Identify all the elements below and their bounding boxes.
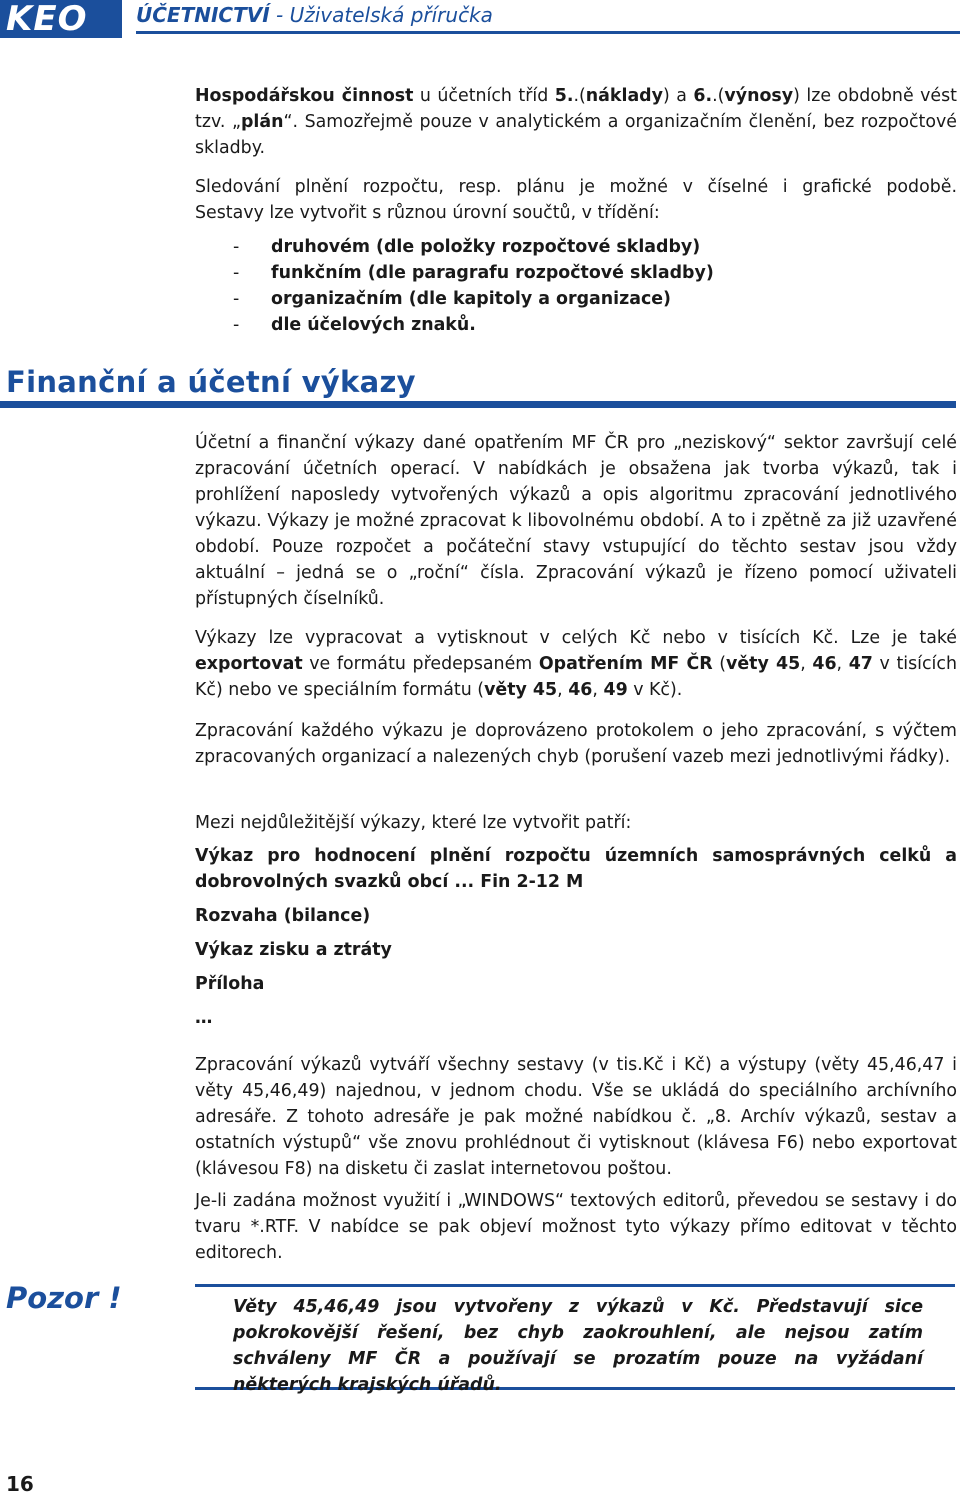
report-item: Výkaz zisku a ztráty xyxy=(195,940,392,960)
logo-text: KEO xyxy=(6,0,88,39)
text-run: výnosy xyxy=(724,86,794,106)
text-run: , xyxy=(592,680,604,700)
list-item xyxy=(195,260,895,286)
text-run: Výkazy lze vypracovat a vytisknout v celých Kč nebo v tisících Kč. Lze je také xyxy=(195,628,957,648)
text-run: , xyxy=(836,654,849,674)
section-title: Finanční a účetní výkazy xyxy=(6,365,416,399)
list-dash: - xyxy=(233,263,240,283)
text-run: 6. xyxy=(693,86,713,106)
text-run: exportovat xyxy=(195,654,303,674)
text-run: 47 xyxy=(848,654,873,674)
list-item xyxy=(195,234,895,260)
tracking-line: Sledování plnění rozpočtu, resp. plánu je možné v číselné i grafické podobě. xyxy=(195,177,957,197)
text-run: Opatřením MF ČR xyxy=(538,654,713,674)
report-item: Výkaz pro hodnocení plnění rozpočtu územních samosprávných celků a dobrovolných svazků obcí ... Fin 2-12 M xyxy=(195,846,957,892)
tracking-paragraph xyxy=(195,174,957,226)
archive-paragraph: Zpracování výkazů vytváří všechny sestavy (v tis.Kč i Kč) a výstupy (věty 45,46,47 i věty 45,46,49) najednou, v jednom chodu. Vše se ukládá do speciálního archívního adresáře. Z tohoto adresáře je pak možné nabídkou č. „8. Archív výkazů, sestav a ostatních výstupů“ vše znovu prohlédnout či vytisknout (klávesa F6) nebo exportovat (klávesou F8) na disketu či zaslat internetovou poštou. xyxy=(195,1055,957,1179)
body-paragraph: Účetní a finanční výkazy dané opatřením MF ČR pro „neziskový“ sektor završují celé zpracování účetních operací. V nabídkách je obsažena jak tvorba výkazů, tak i prohlížení naposledy vytvořených výkazů a opis algoritmu zpracování jednotlivého výkazu. Výkazy je možné zpracovat k libovolnému období. A to i zpětně za již uzavřené období. Pouze rozpočet a počáteční stavy vstupující do těchto sestav jsou vždy aktuální – jedná se o „roční“ čísla. Zpracování výkazů je řízeno pomocí uživateli přístupných číselníků. xyxy=(195,433,957,609)
protocol-paragraph: Zpracování každého výkazu je doprovázeno protokolem o jeho zpracování, s výčtem zpracovaných organizací a nalezených chyb (porušení vazeb mezi jednotlivými řádky). xyxy=(195,721,957,767)
text-run: “. Samozřejmě pouze v analytickém a organizačním členění, bez rozpočtové skladby. xyxy=(195,112,957,158)
text-run: věty 45 xyxy=(484,680,558,700)
list-dash: - xyxy=(233,315,240,335)
text-run: Hospodářskou činnost xyxy=(195,86,414,106)
report-item: Rozvaha (bilance) xyxy=(195,906,371,926)
text-run: , xyxy=(800,654,813,674)
text-run: ve formátu předepsaném xyxy=(302,654,539,674)
sorting-list xyxy=(195,234,895,338)
text-run: u účetních tříd xyxy=(413,86,555,106)
text-run: plán xyxy=(240,112,284,132)
text-run: 5. xyxy=(554,86,574,106)
text-run: .( xyxy=(573,86,586,106)
text-run: ) lze obdobně vést tzv. „ xyxy=(195,86,957,132)
page-number: 16 xyxy=(6,1472,34,1496)
text-run: .( xyxy=(712,86,725,106)
windows-paragraph: Je-li zadána možnost využití i „WINDOWS“ textových editorů, převedou se sestavy i do tvaru *.RTF. V nabídce se pak objeví možnost tyto výkazy přímo editovat v těchto editorech. xyxy=(195,1191,957,1263)
reports-intro: Mezi nejdůležitější výkazy, které lze vytvořit patří: xyxy=(195,813,632,833)
text-run: věty 45 xyxy=(726,654,801,674)
running-header xyxy=(136,2,493,28)
list-dash: - xyxy=(233,289,240,309)
text-run: v Kč). xyxy=(627,680,683,700)
text-run: v tisících Kč) nebo ve speciálním formátu ( xyxy=(195,654,957,700)
text-run: 46 xyxy=(812,654,837,674)
text-run: ) a xyxy=(662,86,694,106)
list-item-text: druhovém (dle položky rozpočtové skladby) xyxy=(271,237,701,257)
list-item xyxy=(195,286,895,312)
header-title-rest: - Uživatelská příručka xyxy=(269,3,493,27)
header-rule xyxy=(136,31,960,34)
report-item: Příloha xyxy=(195,974,265,994)
list-dash: - xyxy=(233,237,240,257)
text-run: , xyxy=(557,680,569,700)
header-title-bold: ÚČETNICTVÍ xyxy=(136,3,270,27)
list-item-text: dle účelových znaků. xyxy=(271,315,476,335)
list-item-text: funkčním (dle paragrafu rozpočtové skladby) xyxy=(271,263,714,283)
section-rule xyxy=(0,401,956,408)
text-run: 49 xyxy=(603,680,628,700)
export-paragraph xyxy=(195,625,957,703)
list-item xyxy=(195,312,895,338)
report-item: … xyxy=(195,1008,213,1028)
list-item-text: organizačním (dle kapitoly a organizace) xyxy=(271,289,672,309)
intro-paragraph xyxy=(195,83,957,161)
text-run: 46 xyxy=(568,680,593,700)
warning-text: Věty 45,46,49 jsou vytvořeny z výkazů v Kč. Představují sice pokrokovější řešení, bez chyb zaokrouhlení, ale nejsou zatím schváleny MF ČR a používají se prozatím pouze na vyžádaní některých krajských úřadů. xyxy=(233,1297,923,1395)
keo-logo xyxy=(0,0,122,38)
text-run: náklady xyxy=(585,86,663,106)
text-run: ( xyxy=(712,654,727,674)
tracking-line: Sestavy lze vytvořit s různou úrovní součtů, v třídění: xyxy=(195,203,660,223)
warning-label: Pozor ! xyxy=(6,1281,122,1315)
reports-list xyxy=(195,843,957,1039)
